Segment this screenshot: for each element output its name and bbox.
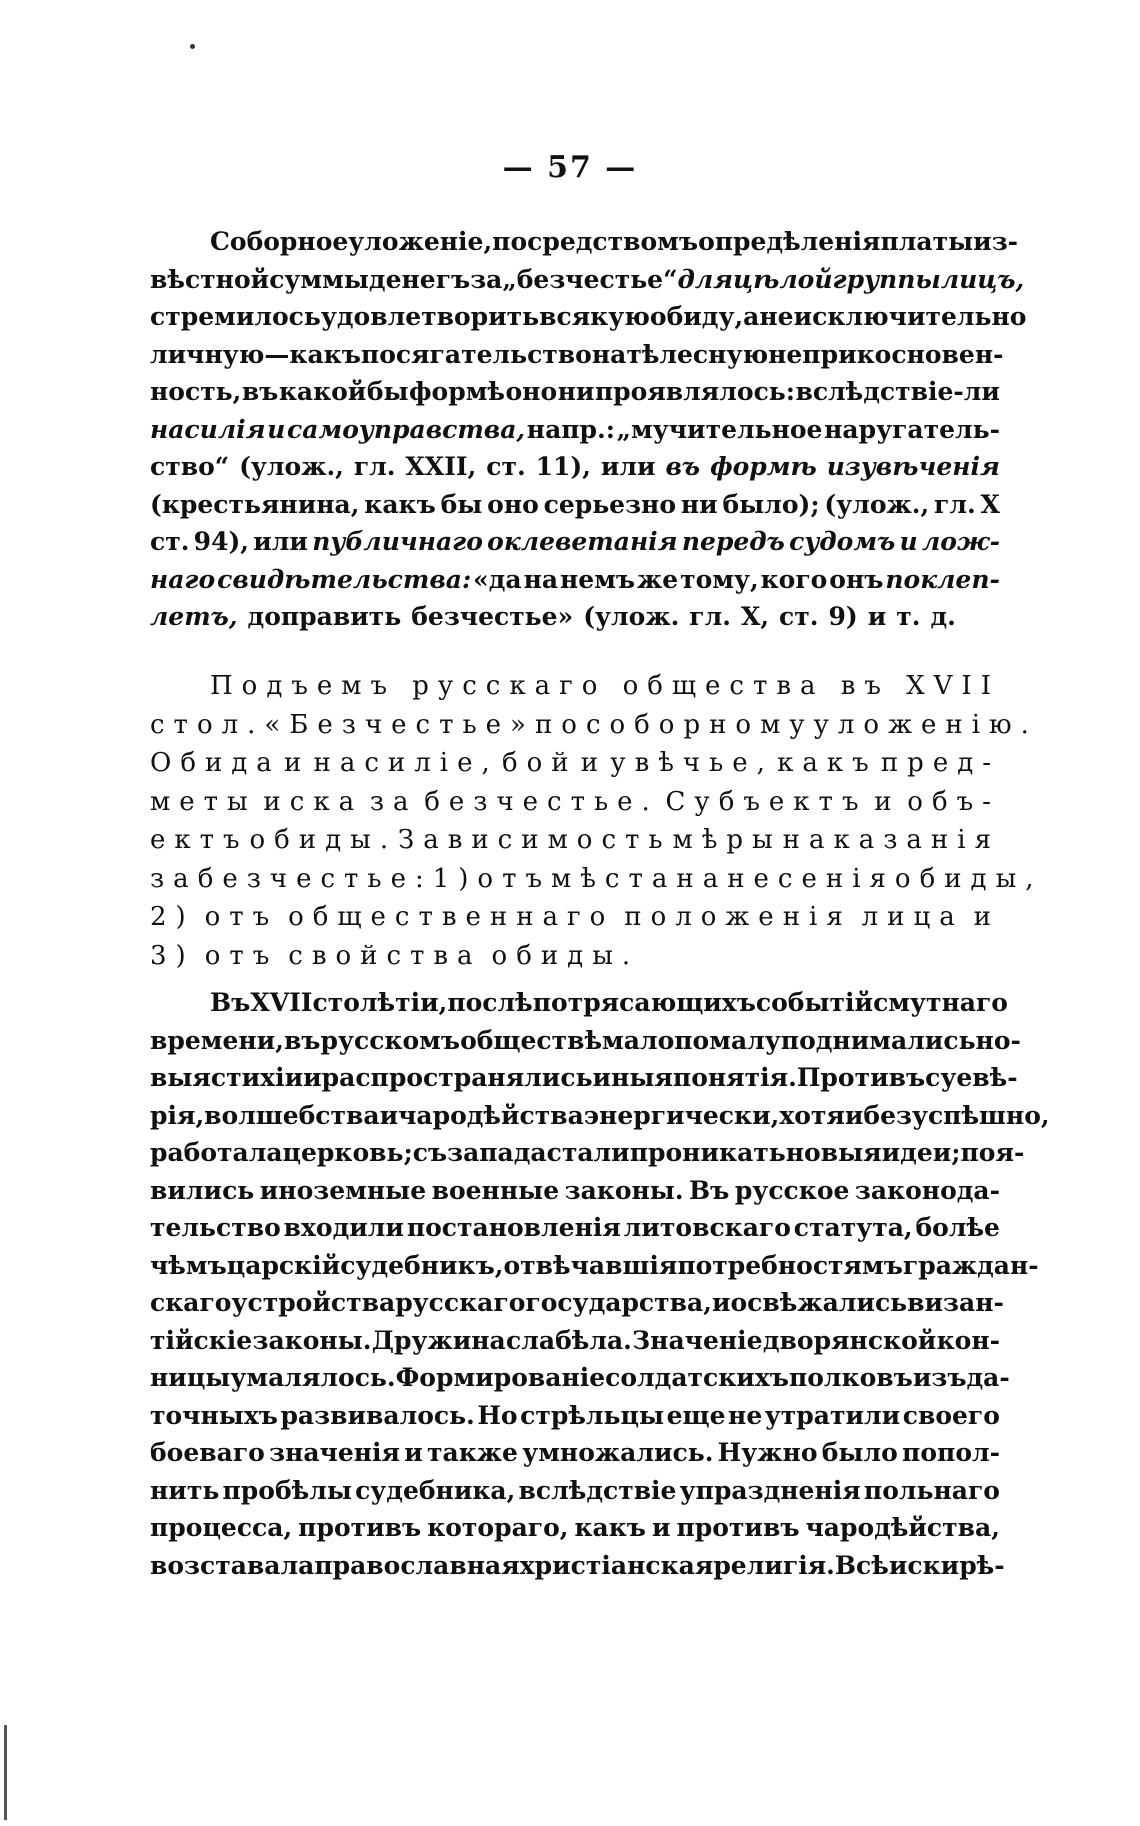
paragraph-xvii-century xyxy=(150,984,1050,1584)
stray-ink-dot xyxy=(190,44,195,49)
paragraph-2-line: работала церковь; съ запада стали проникать новыя идеи; поя- xyxy=(150,1138,1025,1167)
paragraph-2-line: тельство входили постановленія литовскаго статута, болѣе xyxy=(150,1213,1000,1242)
page-number: — 57 — xyxy=(502,150,638,185)
paragraph-1-line: (крестьянина, какъ бы оно серьезно ни было); (улож., гл. X xyxy=(150,489,1000,519)
paragraph-2-line: точныхъ развивалось. Но стрѣльцы еще не утратили своего xyxy=(150,1400,1000,1430)
paragraph-2-line: боеваго значенія и также умножались. Нужно было попол- xyxy=(150,1438,1000,1467)
summary-line: ектъ обиды. Зависимость мѣры наказанія xyxy=(150,825,1000,855)
paragraph-1-line: личную — какъ посягательство на тѣлесную неприкосновен- xyxy=(150,339,1004,369)
paragraph-2-line: нить пробѣлы судебника, вслѣдствіе упраздненія польнаго xyxy=(150,1475,1000,1505)
paragraph-soborne-ulozhenie xyxy=(150,223,1027,636)
paragraph-1-line: наго свидѣтельства: «да на немъ же тому, кого онъ поклеп- xyxy=(150,564,1000,594)
paragraph-2-line: чѣмъ царскій судебникъ, отвѣчавшія потребностямъ граждан- xyxy=(150,1250,1039,1280)
paragraph-2-line: тійскіе законы. Дружина слабѣла. Значеніе дворянской кон- xyxy=(150,1325,1000,1355)
paragraph-1-line: ность, въ какой бы формѣ оно ни проявлялось: вслѣдствіе-ли xyxy=(150,377,1000,406)
summary-line: 3) отъ свойства обиды. xyxy=(150,940,640,971)
paragraph-2-line: процесса, противъ котораго, какъ и противъ чародѣйства, xyxy=(150,1513,1000,1542)
paragraph-2-line: вились иноземные военные законы. Въ русское законода- xyxy=(150,1175,1000,1205)
summary-line: Подъемъ русскаго общества въ XVII xyxy=(210,671,1000,701)
paragraph-2-line: времени, въ русскомъ обществѣ мало по малу поднимались но- xyxy=(150,1025,1021,1055)
paragraph-1-line: летъ, доправить безчестье» (улож. гл. X, ст. 9) и т. д. xyxy=(150,602,956,631)
paragraph-1-line: стремилось удовлетворить всякую обиду, а не исключительно xyxy=(150,302,1027,331)
paragraph-1-line: ст. 94), или публичнаго оклеветанія передъ судомъ и лож- xyxy=(150,527,1000,556)
summary-line: за безчестье: 1) отъ мѣста нанесенія обиды, xyxy=(150,863,1043,894)
summary-line: 2) отъ общественнаго положенія лица и xyxy=(150,902,1000,932)
paragraph-1-line: насилія и самоуправства, напр.: „мучительное наругатель- xyxy=(150,414,1000,444)
paragraph-2-line: ницы умалялось. Формированіе солдатскихъ полковъ изъ да- xyxy=(150,1363,1010,1392)
scan-edge-mark xyxy=(4,1725,7,1820)
section-summary xyxy=(150,667,1043,975)
paragraph-2-line: скаго устройства русскаго государства, и освѣжались визан- xyxy=(150,1288,1004,1317)
paragraph-2-line: рія, волшебства и чародѣйства энергически, хотя и безуспѣшно, xyxy=(150,1100,1050,1130)
paragraph-1-line: вѣстной суммы денегъ за „безчестье“ для цѣлой группы лицъ, xyxy=(150,264,1025,294)
summary-line: стол. «Безчестье» по соборному уложенію. xyxy=(150,709,1038,740)
summary-line: меты иска за безчестье. Субъектъ и объ- xyxy=(150,786,1000,817)
paragraph-1-line: ство“ (улож., гл. XXII, ст. 11), или въ формѣ изувѣченія xyxy=(150,452,1000,481)
paragraph-2-line: выя стихіи и распространялись иныя понятія. Противъ суевѣ- xyxy=(150,1063,1018,1092)
paragraph-2-line: Въ XVII столѣтіи, послѣ потрясающихъ событій смутнаго xyxy=(210,988,1008,1017)
summary-line: Обида и насиліе, бой и увѣчье, какъ пред- xyxy=(150,748,1000,778)
paragraph-1-line: Соборное уложеніе, посредствомъ опредѣленія платы из- xyxy=(210,227,1019,256)
paragraph-2-line: возставала православная христіанская религія. Всѣ иски рѣ- xyxy=(150,1550,1005,1580)
